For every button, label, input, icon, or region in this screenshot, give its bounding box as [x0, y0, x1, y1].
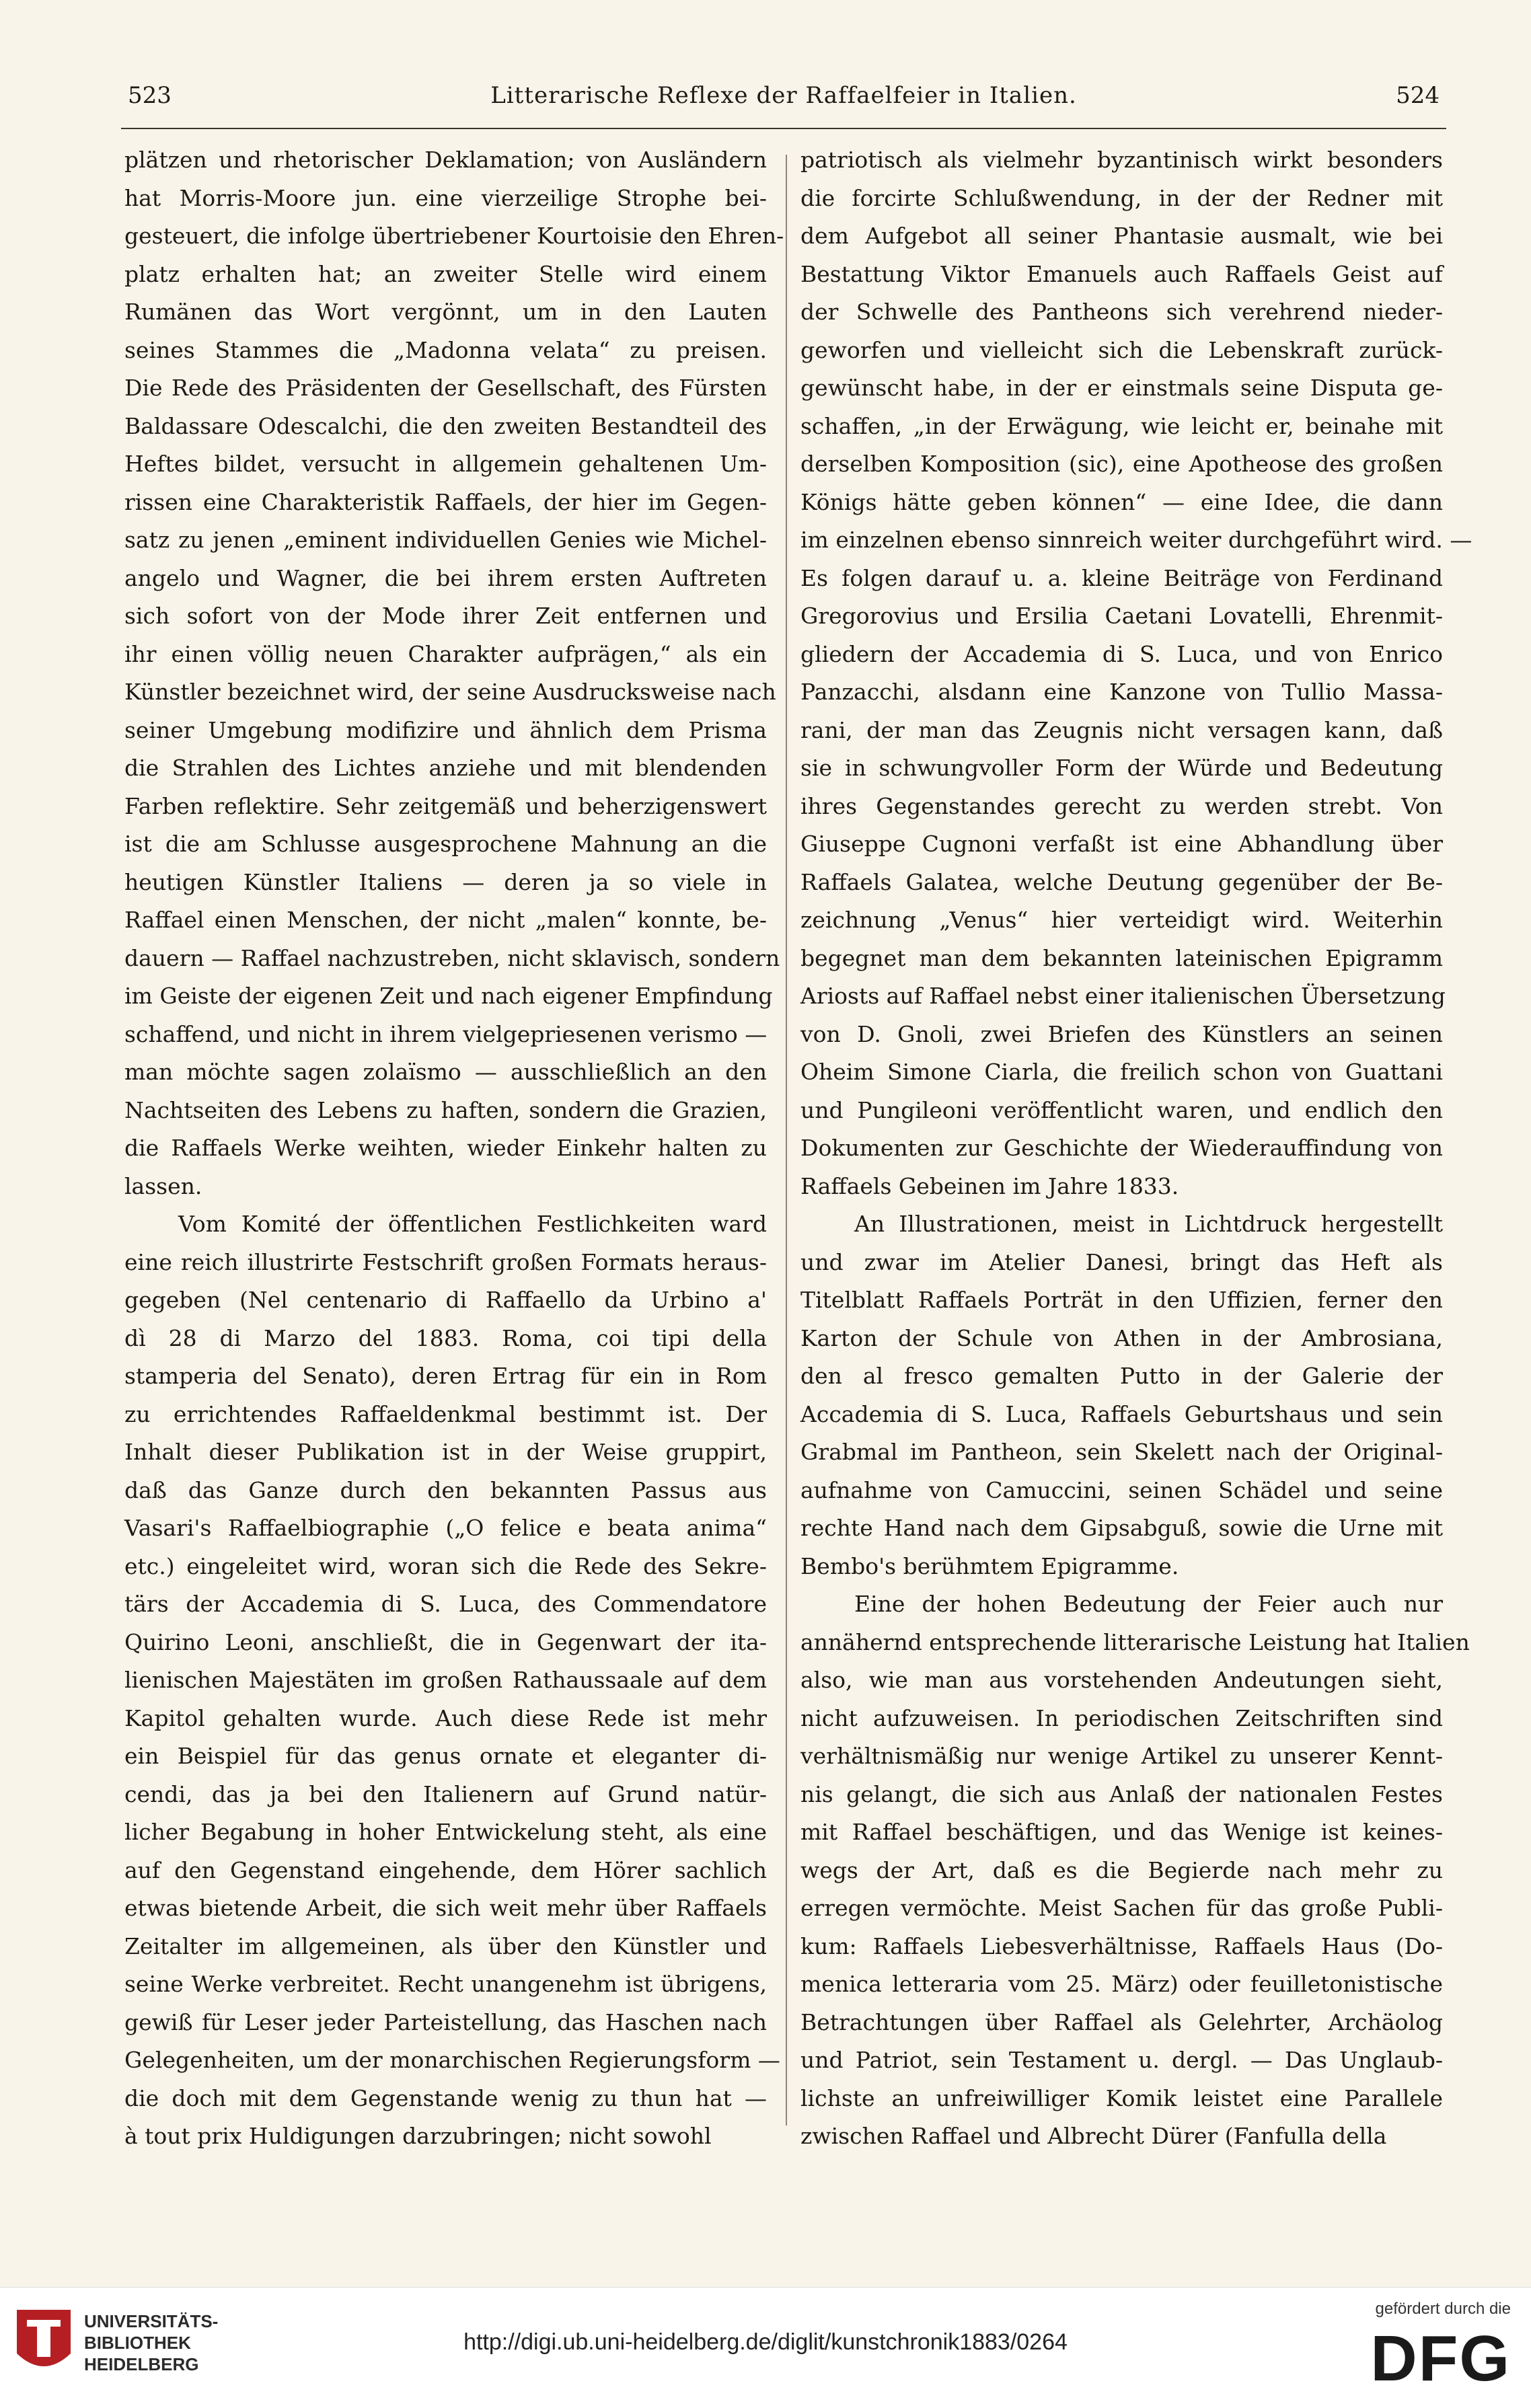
- text-line: Vom Komité der öffentlichen Festlichkeiten ward: [178, 1211, 767, 1237]
- text-line: Oheim Simone Ciarla, die freilich schon von Guattani: [800, 1059, 1443, 1085]
- text-line: im Geiste der eigenen Zeit und nach eigener Empfindung: [124, 983, 773, 1009]
- text-line: An Illustrationen, meist in Lichtdruck hergestellt: [854, 1211, 1443, 1237]
- text-line: Bembo's berühmtem Epigramme.: [800, 1552, 1179, 1579]
- text-line: kum: Raffaels Liebesverhältnisse, Raffaels Haus (Do-: [800, 1932, 1443, 1959]
- text-line: Quirino Leoni, anschließt, die in Gegenwart der ita-: [124, 1628, 767, 1655]
- institution-line-1: UNIVERSITÄTS-: [84, 2311, 219, 2331]
- text-line: gewünscht habe, in der er einstmals seine Disputa ge-: [800, 375, 1443, 401]
- text-line: nicht aufzuweisen. In periodischen Zeitschriften sind: [800, 1704, 1443, 1731]
- text-line: aufnahme von Camuccini, seinen Schädel und seine: [800, 1476, 1443, 1503]
- text-line: etc.) eingeleitet wird, woran sich die Rede des Sekre-: [124, 1552, 767, 1579]
- text-line: der Schwelle des Pantheons sich verehrend nieder-: [800, 299, 1443, 325]
- text-line: sie in schwungvoller Form der Würde und Bedeutung: [800, 755, 1443, 781]
- right-column: [800, 141, 1472, 2149]
- text-line: lichste an unfreiwilliger Komik leistet eine Parallele: [800, 2084, 1443, 2111]
- text-line: die Raffaels Werke weihten, wieder Einkehr halten zu: [124, 1135, 767, 1161]
- text-line: Die Rede des Präsidenten der Gesellschaft, des Fürsten: [124, 375, 767, 401]
- text-line: dauern — Raffael nachzustreben, nicht sklavisch, sondern: [124, 944, 780, 971]
- text-line: Inhalt dieser Publikation ist in der Weise gruppirt,: [124, 1439, 767, 1465]
- text-line: dem Aufgebot all seiner Phantasie ausmalt, wie bei: [800, 223, 1443, 249]
- text-line: eine reich illustrirte Festschrift großen Formats heraus-: [124, 1248, 767, 1275]
- dfg-logo: DFG: [1370, 2323, 1511, 2395]
- page-header: [121, 74, 1446, 114]
- text-line: die forcirte Schlußwendung, in der der Redner mit: [800, 184, 1443, 211]
- text-line: Bestattung Viktor Emanuels auch Raffaels Geist auf: [800, 260, 1443, 287]
- column-divider: [786, 155, 787, 2125]
- text-line: schaffen, „in der Erwägung, wie leicht er, beinahe mit: [800, 412, 1443, 439]
- text-line: und Patriot, sein Testament u. dergl. — Das Unglaub-: [800, 2047, 1443, 2073]
- text-line: den al fresco gemalten Putto in der Galerie der: [800, 1363, 1443, 1389]
- text-line: wegs der Art, daß es die Begierde nach mehr zu: [800, 1856, 1443, 1883]
- text-line: seiner Umgebung modifizire und ähnlich dem Prisma: [124, 716, 767, 743]
- text-line: ein Beispiel für das genus ornate et eleganter di-: [124, 1743, 767, 1769]
- text-line: die Strahlen des Lichtes anziehe und mit blendenden: [124, 755, 767, 781]
- left-column: [124, 141, 784, 2149]
- text-line: Grabmal im Pantheon, sein Skelett nach der Original-: [800, 1439, 1443, 1465]
- page-number-right: 524: [1396, 82, 1440, 109]
- text-line: licher Begabung in hoher Entwickelung steht, als eine: [124, 1819, 767, 1845]
- text-line: zu errichtendes Raffaeldenkmal bestimmt ist. Der: [124, 1400, 767, 1427]
- text-line: Kapitol gehalten wurde. Auch diese Rede ist mehr: [124, 1704, 767, 1731]
- text-line: verhältnismäßig nur wenige Artikel zu unserer Kennt-: [800, 1743, 1443, 1769]
- text-line: zwischen Raffael und Albrecht Dürer (Fanfulla della: [800, 2123, 1387, 2149]
- text-line: Accademia di S. Luca, Raffaels Geburtshaus und sein: [800, 1400, 1443, 1427]
- text-line: Vasari's Raffaelbiographie („O felice e beata anima“: [124, 1515, 767, 1541]
- text-line: Rumänen das Wort vergönnt, um in den Lauten: [124, 299, 767, 325]
- text-line: und zwar im Atelier Danesi, bringt das Heft als: [800, 1248, 1443, 1275]
- footer-bar: [0, 2287, 1531, 2408]
- text-line: erregen vermöchte. Meist Sachen für das große Publi-: [800, 1895, 1443, 1921]
- text-line: schaffend, und nicht in ihrem vielgepriesenen verismo —: [124, 1020, 768, 1047]
- text-line: patriotisch als vielmehr byzantinisch wirkt besonders: [800, 147, 1443, 173]
- text-line: gewiß für Leser jeder Parteistellung, das Haschen nach: [124, 2008, 767, 2035]
- text-line: lienischen Majestäten im großen Rathaussaale auf dem: [124, 1667, 767, 1693]
- text-line: auf den Gegenstand eingehende, dem Hörer sachlich: [124, 1856, 767, 1883]
- text-line: Ariosts auf Raffael nebst einer italienischen Übersetzung: [800, 983, 1446, 1009]
- text-line: von D. Gnoli, zwei Briefen des Künstlers an seinen: [800, 1020, 1443, 1047]
- text-line: sich sofort von der Mode ihrer Zeit entfernen und: [124, 603, 767, 629]
- funded-by-label: gefördert durch die: [1375, 2300, 1511, 2318]
- text-line: gliedern der Accademia di S. Luca, und von Enrico: [800, 640, 1443, 667]
- institution-line-2: BIBLIOTHEK: [84, 2333, 191, 2353]
- text-line: satz zu jenen „eminent individuellen Genies wie Michel-: [124, 527, 767, 553]
- text-line: daß das Ganze durch den bekannten Passus aus: [124, 1476, 767, 1503]
- text-line: platz erhalten hat; an zweiter Stelle wird einem: [124, 260, 767, 287]
- text-line: etwas bietende Arbeit, die sich weit mehr über Raffaels: [124, 1895, 767, 1921]
- text-line: Titelblatt Raffaels Porträt in den Uffizien, ferner den: [800, 1287, 1443, 1313]
- text-line: stamperia del Senato), deren Ertrag für ein in Rom: [124, 1363, 767, 1389]
- text-line: Nachtseiten des Lebens zu haften, sondern die Grazien,: [124, 1096, 767, 1123]
- text-line: angelo und Wagner, die bei ihrem ersten Auftreten: [124, 564, 767, 591]
- text-line: dì 28 di Marzo del 1883. Roma, coi tipi della: [124, 1324, 767, 1351]
- text-line: mit Raffael beschäftigen, und das Wenige ist keines-: [800, 1819, 1443, 1845]
- running-title: Litterarische Reflexe der Raffaelfeier in Italien.: [490, 82, 1077, 109]
- text-line: rissen eine Charakteristik Raffaels, der hier im Gegen-: [124, 488, 767, 515]
- text-line: Raffaels Galatea, welche Deutung gegenüber der Be-: [800, 868, 1443, 895]
- text-line: rechte Hand nach dem Gipsabguß, sowie die Urne mit: [800, 1515, 1443, 1541]
- text-line: lassen.: [124, 1172, 202, 1199]
- permalink-url[interactable]: http://digi.ub.uni-heidelberg.de/diglit/kunstchronik1883/0264: [463, 2329, 1068, 2355]
- text-line: Baldassare Odescalchi, die den zweiten Bestandteil des: [124, 412, 767, 439]
- text-line: Giuseppe Cugnoni verfaßt ist eine Abhandlung über: [800, 831, 1443, 857]
- text-line: gegeben (Nel centenario di Raffaello da Urbino a': [124, 1287, 767, 1313]
- text-line: man möchte sagen zolaïsmo — ausschließlich an den: [124, 1059, 767, 1085]
- text-line: derselben Komposition (sic), eine Apotheose des großen: [800, 451, 1443, 477]
- text-line: ihres Gegenstandes gerecht zu werden strebt. Von: [800, 792, 1443, 819]
- text-line: Es folgen darauf u. a. kleine Beiträge von Ferdinand: [800, 564, 1443, 591]
- text-line: begegnet man dem bekannten lateinischen Epigramm: [800, 944, 1443, 971]
- text-line: à tout prix Huldigungen darzubringen; nicht sowohl: [124, 2123, 712, 2149]
- text-line: die doch mit dem Gegenstande wenig zu thun hat —: [124, 2084, 767, 2111]
- header-rule: [121, 128, 1446, 129]
- text-line: Betrachtungen über Raffael als Gelehrter, Archäolog: [800, 2008, 1443, 2035]
- text-line: rani, der man das Zeugnis nicht versagen kann, daß: [800, 716, 1443, 743]
- text-line: Raffaels Gebeinen im Jahre 1833.: [800, 1172, 1179, 1199]
- text-line: ist die am Schlusse ausgesprochene Mahnung an die: [124, 831, 767, 857]
- text-line: im einzelnen ebenso sinnreich weiter durchgeführt wird. —: [800, 527, 1472, 553]
- text-line: Zeitalter im allgemeinen, als über den Künstler und: [124, 1932, 767, 1959]
- text-line: ihr einen völlig neuen Charakter aufprägen,“ als ein: [124, 640, 767, 667]
- text-line: also, wie man aus vorstehenden Andeutungen sieht,: [800, 1667, 1443, 1693]
- text-line: und Pungileoni veröffentlicht waren, und endlich den: [800, 1096, 1443, 1123]
- text-line: geworfen und vielleicht sich die Lebenskraft zurück-: [800, 336, 1443, 363]
- text-line: Gelegenheiten, um der monarchischen Regierungsform —: [124, 2047, 780, 2073]
- text-line: gesteuert, die infolge übertriebener Kourtoisie den Ehren-: [124, 223, 784, 249]
- text-line: zeichnung „Venus“ hier verteidigt wird. Weiterhin: [800, 907, 1443, 933]
- text-line: Eine der hohen Bedeutung der Feier auch nur: [854, 1591, 1443, 1617]
- text-line: Dokumenten zur Geschichte der Wiederauffindung von: [800, 1135, 1443, 1161]
- text-line: seine Werke verbreitet. Recht unangenehm ist übrigens,: [124, 1971, 767, 1997]
- text-line: annähernd entsprechende litterarische Leistung hat Italien: [800, 1628, 1470, 1655]
- text-line: tärs der Accademia di S. Luca, des Commendatore: [124, 1591, 767, 1617]
- text-line: Königs hätte geben können“ — eine Idee, die dann: [800, 488, 1443, 515]
- text-line: nis gelangt, die sich aus Anlaß der nationalen Festes: [800, 1780, 1443, 1807]
- institution-line-3: HEIDELBERG: [84, 2354, 199, 2374]
- text-line: cendi, das ja bei den Italienern auf Grund natür-: [124, 1780, 767, 1807]
- text-line: Gregorovius und Ersilia Caetani Lovatelli, Ehrenmit-: [800, 603, 1443, 629]
- text-line: Künstler bezeichnet wird, der seine Ausdrucksweise nach: [124, 679, 776, 705]
- text-line: Panzacchi, alsdann eine Kanzone von Tullio Massa-: [800, 679, 1443, 705]
- text-line: seines Stammes die „Madonna velata“ zu preisen.: [124, 336, 767, 363]
- text-line: Farben reflektire. Sehr zeitgemäß und beherzigenswert: [124, 792, 767, 819]
- text-line: Raffael einen Menschen, der nicht „malen“ konnte, be-: [124, 907, 767, 933]
- text-line: Heftes bildet, versucht in allgemein gehaltenen Um-: [124, 451, 767, 477]
- text-line: Karton der Schule von Athen in der Ambrosiana,: [800, 1324, 1443, 1351]
- text-line: heutigen Künstler Italiens — deren ja so viele in: [124, 868, 767, 895]
- text-line: hat Morris-Moore jun. eine vierzeilige Strophe bei-: [124, 184, 767, 211]
- text-line: menica letteraria vom 25. März) oder feuilletonistische: [800, 1971, 1443, 1997]
- page-number-left: 523: [128, 82, 172, 109]
- text-line: plätzen und rhetorischer Deklamation; von Ausländern: [124, 147, 767, 173]
